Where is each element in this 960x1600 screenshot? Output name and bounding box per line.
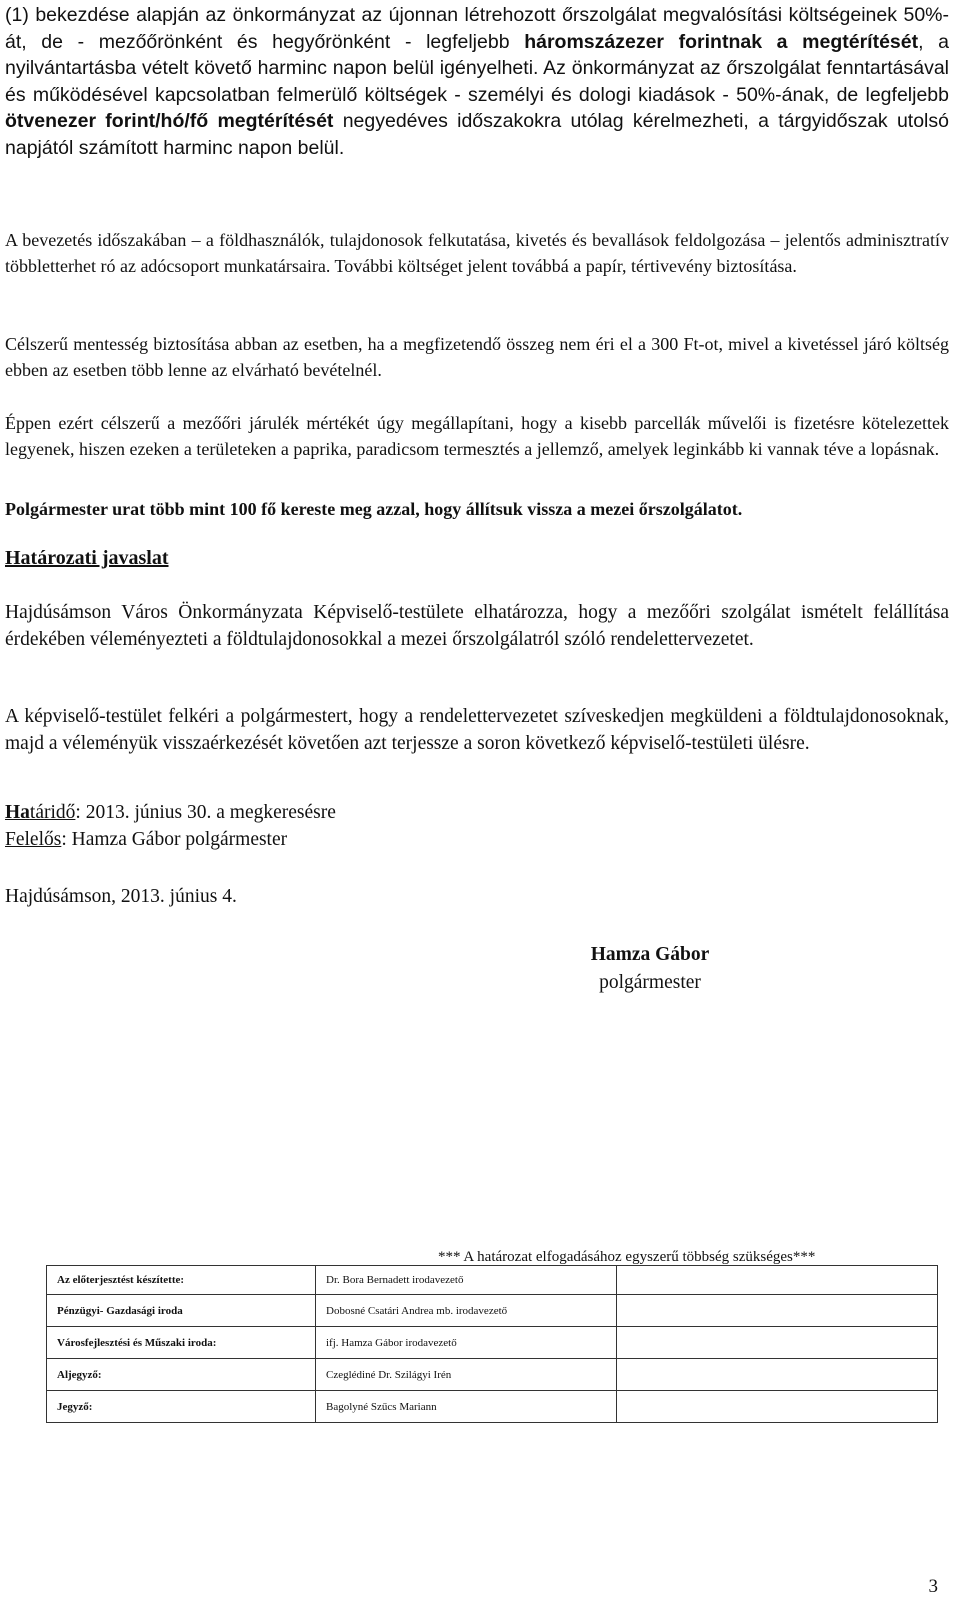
preparer-name: Bagolyné Szűcs Mariann (316, 1391, 617, 1423)
proposal-heading: Határozati javaslat (5, 547, 169, 569)
preparer-signature-cell (617, 1359, 938, 1391)
preparers-table (46, 1265, 938, 1423)
preparer-signature-cell (617, 1327, 938, 1359)
paragraph-segment: Éppen ezért célszerű a mezőőri járulék mértékét úgy megállapítani, hogy a kisebb parcellák művelői is fizetésre kötelezettek legyenek, hiszen ezeken a területeken a paprika, paradicsom termesztés a jellemző, amelyek leginkább ki vannak téve a lopásnak. (5, 413, 949, 459)
proposal-paragraph-decision: Hajdúsámson Város Önkormányzata Képviselő-testülete elhatározza, hogy a mezőőri szolgálat ismételt felállítása érdekében véleményezteti a földtulajdonosokkal a mezei őrszolgálatról szóló rendelettervezetet. (5, 602, 949, 650)
preparers-row (47, 1295, 938, 1327)
preparer-signature-cell (617, 1295, 938, 1327)
deadline-label-rest: táridő (29, 802, 76, 823)
preparer-signature-cell (617, 1266, 938, 1295)
paragraph-segment: , a nyilvántartásba vételt követő harminc napon belül igényelheti. Az önkormányzat az őrszolgálat fenntartásával és működésével kapcsolatban felmerülő költségek - személyi és dologi kiadások - 50%-ának, de legfeljebb (5, 30, 949, 106)
paragraph-segment: negyedéves időszakokra utólag kérelmezheti, a tárgyidőszak utolsó napjától számított harminc napon belül. (5, 110, 949, 159)
paragraph-segment: (1) bekezdése alapján az önkormányzat az újonnan létrehozott őrszolgálat megvalósítási költségeinek 50%-át, de - mezőőrönként és hegyőrönként - legfeljebb (5, 4, 949, 53)
paragraph-segment: A bevezetés időszakában – a földhasználók, tulajdonosok felkutatása, kivetés és bevallások feldolgozása – jelentős adminisztratív többletterhet ró az adócsoport munkatársaira. További költséget jelent továbbá a papír, tértivevény biztosítása. (5, 230, 949, 276)
paragraph-segment: Polgármester urat több mint 100 fő kereste meg azzal, hogy állítsuk vissza a mezei őrszolgálatot. (5, 499, 743, 519)
signature-name: Hamza Gábor (590, 944, 710, 965)
preparer-role: Városfejlesztési és Műszaki iroda: (47, 1327, 316, 1359)
place-date: Hajdúsámson, 2013. június 4. (5, 886, 237, 907)
responsible-label: Felelős (5, 829, 62, 850)
preparer-role: Az előterjesztést készítette: (47, 1266, 316, 1295)
paragraph-segment: háromszázezer forintnak a megtérítését (524, 30, 919, 53)
paragraph-cost-reimbursement (5, 2, 949, 161)
preparer-role: Jegyző: (47, 1391, 316, 1423)
deadline-value: : 2013. június 30. a megkeresésre (75, 802, 336, 823)
preparers-row (47, 1359, 938, 1391)
preparers-row (47, 1266, 938, 1295)
paragraph-segment: ötvenezer forint/hó/fő megtérítését (5, 110, 334, 132)
page-number: 3 (928, 1576, 938, 1597)
preparer-signature-cell (617, 1391, 938, 1423)
responsible-value: : Hamza Gábor polgármester (61, 829, 288, 850)
proposal-paragraph-request: A képviselő-testület felkéri a polgármestert, hogy a rendelettervezetet szíveskedjen megküldeni a földtulajdonosoknak, majd a véleményük visszaérkezését követően azt terjessze a soron következő képviselő-testületi ülésre. (5, 706, 949, 754)
signature-block (500, 941, 800, 997)
preparers-row (47, 1391, 938, 1423)
deadline-line (5, 802, 336, 824)
signature-title: polgármester (599, 972, 701, 993)
paragraph-introduction-burden (5, 227, 949, 279)
preparer-name: ifj. Hamza Gábor irodavezető (316, 1327, 617, 1359)
preparer-role: Aljegyző: (47, 1359, 316, 1391)
preparer-role: Pénzügyi- Gazdasági iroda (47, 1295, 316, 1327)
preparer-name: Dobosné Csatári Andrea mb. irodavezető (316, 1295, 617, 1327)
paragraph-citizen-request (5, 496, 949, 522)
paragraph-exemption (5, 331, 949, 383)
responsible-line (5, 829, 287, 851)
paragraph-segment: Célszerű mentesség biztosítása abban az esetben, ha a megfizetendő összeg nem éri el a 300 Ft-ot, mivel a kivetéssel járó költség ebben az esetben több lenne az elvárható bevételnél. (5, 334, 949, 380)
preparer-name: Dr. Bora Bernadett irodavezető (316, 1266, 617, 1295)
preparers-row (47, 1327, 938, 1359)
majority-note: *** A határozat elfogadásához egyszerű többség szükséges*** (438, 1249, 816, 1265)
preparer-name: Czeglédiné Dr. Szilágyi Irén (316, 1359, 617, 1391)
deadline-label-bold: Ha (5, 802, 30, 823)
paragraph-contribution-rate (5, 410, 949, 462)
